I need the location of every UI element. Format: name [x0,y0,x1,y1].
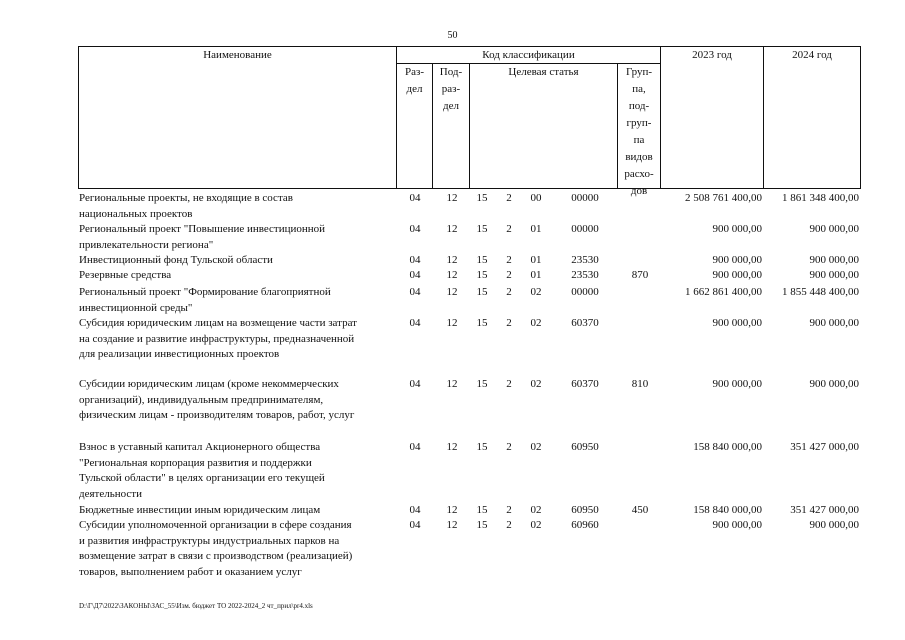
vline-left [78,46,79,189]
row-name-line: деятельности [79,487,142,500]
row-target-1: 15 [476,519,488,531]
row-target-1: 15 [476,269,488,281]
row-target-2: 2 [506,286,512,298]
header-2023: 2023 год [692,49,732,61]
row-target-1: 15 [476,254,488,266]
row-target-3: 02 [530,378,542,390]
row-target-2: 2 [506,223,512,235]
vline-right [860,46,861,189]
row-target-4: 23530 [571,254,599,266]
row-name-line: возмещение затрат в связи с производством (реализацией) [79,550,353,562]
vline-2023 [763,46,764,189]
file-path-footer: D:\Г\Д7\2022\ЗАКОНЫ\ЗАС_55\Изм. бюджет ТО 2022-2024_2 чт_прил\pr4.xls [79,602,313,610]
row-name [79,222,397,253]
row-podrazdel: 12 [446,378,458,390]
row-2024: 1 855 448 400,00 [782,286,859,298]
header-podrazdel-line: дел [443,100,459,112]
row-group: 810 [631,378,649,390]
row-2023: 900 000,00 [712,317,762,329]
row-2023: 900 000,00 [712,269,762,281]
row-name-line: Бюджетные инвестиции иным юридическим лицам [79,504,321,516]
row-name [79,285,397,316]
header-2024: 2024 год [792,49,832,61]
row-group: 450 [631,504,649,516]
row-name-line: на создание и развитие инфраструктуры, предназначенной [79,332,355,345]
header-target: Целевая статья [508,66,579,78]
row-target-2: 2 [506,519,512,531]
header-name: Наименование [203,49,272,61]
row-target-1: 15 [476,286,488,298]
row-name-line: Инвестиционный фонд Тульской области [79,254,273,266]
vline-group [660,46,661,189]
row-target-3: 02 [530,317,542,329]
row-razdel: 04 [409,317,421,329]
header-group-line: па, [632,83,646,95]
row-razdel: 04 [409,192,421,204]
row-2024: 1 861 348 400,00 [782,192,859,204]
row-target-1: 15 [476,378,488,390]
row-podrazdel: 12 [446,317,458,329]
row-target-3: 02 [530,519,542,531]
row-razdel: 04 [409,223,421,235]
row-name-line: Субсидии уполномоченной организации в сфере создания [79,519,352,531]
row-2024: 900 000,00 [809,519,859,531]
row-name-line: Резервные средства [79,269,172,281]
header-group [618,64,660,200]
header-podrazdel-line: раз- [441,83,461,95]
row-target-3: 00 [530,192,542,204]
row-2024: 900 000,00 [809,378,859,390]
row-name-line: товаров, выполнением работ и оказанием услуг [79,565,302,578]
row-name [79,316,397,363]
row-target-4: 60950 [571,504,599,516]
row-name-line: Региональные проекты, не входящие в состав [79,192,293,204]
row-podrazdel: 12 [446,269,458,281]
row-target-1: 15 [476,441,488,453]
row-target-3: 01 [530,254,542,266]
row-name [79,253,397,269]
row-podrazdel: 12 [446,519,458,531]
header-group-line: под- [628,100,650,112]
row-target-4: 60950 [571,441,599,453]
row-name-line: Субсидии юридическим лицам (кроме некоммерческих [79,378,339,390]
row-target-2: 2 [506,269,512,281]
row-target-2: 2 [506,192,512,204]
row-target-1: 15 [476,317,488,329]
row-razdel: 04 [409,519,421,531]
header-group-line: Груп- [625,66,653,78]
row-podrazdel: 12 [446,192,458,204]
row-name-line: Субсидия юридическим лицам на возмещение части затрат [79,317,357,329]
row-name-line: Взнос в уставный капитал Акционерного общества [79,441,321,453]
row-razdel: 04 [409,378,421,390]
row-name [79,191,397,222]
row-2024: 351 427 000,00 [790,441,859,453]
row-name-line: физическим лицам - производителям товаров, работ, услуг [79,409,355,421]
row-2023: 158 840 000,00 [693,441,762,453]
row-target-2: 2 [506,317,512,329]
row-target-2: 2 [506,378,512,390]
row-name-line: "Региональная корпорация развития и поддержки [79,456,312,469]
row-target-3: 02 [530,286,542,298]
row-name-line: для реализации инвестиционных проектов [79,348,280,360]
row-name-line: инвестиционной среды" [79,301,193,314]
row-podrazdel: 12 [446,286,458,298]
header-razdel-line: Раз- [404,66,424,78]
header-razdel [397,64,432,98]
row-name [79,377,397,424]
row-2023: 2 508 761 400,00 [685,192,762,204]
row-target-4: 00000 [571,223,599,235]
row-name [79,503,397,519]
header-podrazdel [433,64,469,115]
row-name [79,518,397,580]
header-group-line: па [633,134,645,146]
row-target-4: 60370 [571,317,599,329]
row-name [79,440,397,502]
row-razdel: 04 [409,504,421,516]
row-razdel: 04 [409,441,421,453]
header-group-line: груп- [626,117,652,129]
row-target-2: 2 [506,254,512,266]
page-number: 50 [447,30,458,41]
row-target-3: 02 [530,504,542,516]
header-group-line: дов [630,185,648,197]
row-razdel: 04 [409,269,421,281]
row-razdel: 04 [409,254,421,266]
row-2023: 158 840 000,00 [693,504,762,516]
row-name-line: Региональный проект "Формирование благоприятной [79,286,331,298]
row-2023: 900 000,00 [712,378,762,390]
row-target-3: 01 [530,269,542,281]
header-podrazdel-line: Под- [439,66,463,78]
row-target-4: 00000 [571,192,599,204]
row-2023: 900 000,00 [712,254,762,266]
row-target-2: 2 [506,504,512,516]
header-group-line: расхо- [624,168,654,180]
row-name-line: организаций), индивидуальным предпринимателям, [79,393,324,406]
row-podrazdel: 12 [446,254,458,266]
header-razdel-line: дел [406,83,423,95]
row-target-4: 60960 [571,519,599,531]
row-podrazdel: 12 [446,504,458,516]
row-target-3: 01 [530,223,542,235]
row-name [79,268,397,284]
row-name-line: и развития инфраструктуры индустриальных парков на [79,534,340,547]
row-name-line: привлекательности региона" [79,238,214,251]
row-name-line: Региональный проект "Повышение инвестиционной [79,223,326,235]
row-2024: 351 427 000,00 [790,504,859,516]
row-target-3: 02 [530,441,542,453]
vline-podrazdel [469,63,470,189]
row-2023: 900 000,00 [712,519,762,531]
row-name-line: Тульской области" в целях организации его текущей [79,472,325,484]
row-group: 870 [631,269,649,281]
row-2023: 900 000,00 [712,223,762,235]
row-2023: 1 662 861 400,00 [685,286,762,298]
header-group-line: видов [625,151,653,163]
row-target-4: 00000 [571,286,599,298]
row-2024: 900 000,00 [809,223,859,235]
row-target-1: 15 [476,192,488,204]
row-2024: 900 000,00 [809,269,859,281]
row-podrazdel: 12 [446,441,458,453]
row-2024: 900 000,00 [809,254,859,266]
row-razdel: 04 [409,286,421,298]
row-target-2: 2 [506,441,512,453]
row-target-1: 15 [476,223,488,235]
row-target-4: 60370 [571,378,599,390]
row-podrazdel: 12 [446,223,458,235]
row-target-1: 15 [476,504,488,516]
row-target-4: 23530 [571,269,599,281]
row-name-line: национальных проектов [79,207,193,220]
row-2024: 900 000,00 [809,317,859,329]
header-code: Код классификации [482,49,575,61]
